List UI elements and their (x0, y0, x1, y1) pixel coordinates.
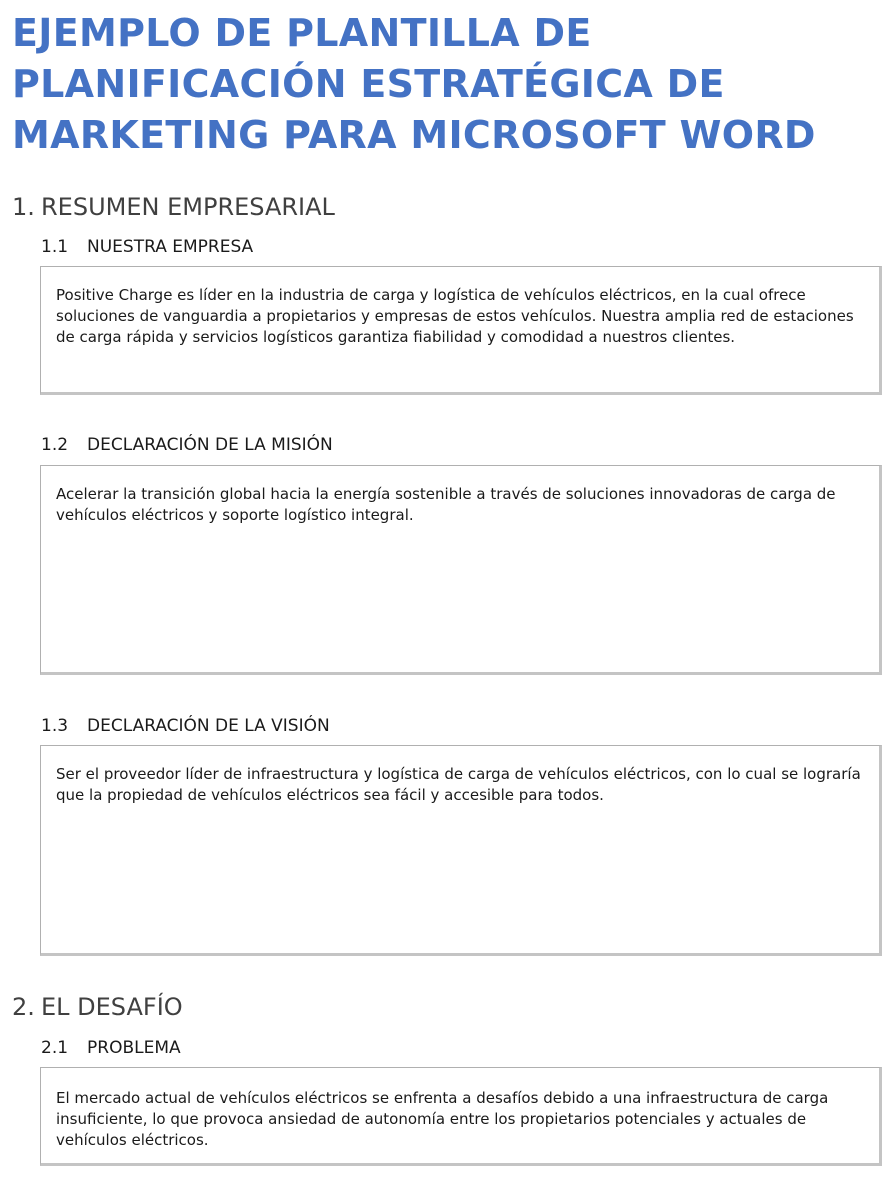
section-title: RESUMEN EMPRESARIAL (41, 193, 335, 221)
text-box-nuestra-empresa[interactable] (40, 266, 882, 395)
subsection-title: DECLARACIÓN DE LA MISIÓN (87, 435, 333, 455)
subsection-title: DECLARACIÓN DE LA VISIÓN (87, 716, 330, 736)
section-heading-resumen-empresarial (12, 193, 335, 221)
subsection-number: 1.1 (41, 237, 69, 257)
section-number: 2. (12, 993, 35, 1021)
text-box-content: Acelerar la transición global hacia la energía sostenible a través de soluciones innovadoras de carga de vehículos eléctricos y soporte logístico integral. (56, 485, 836, 524)
subsection-number: 2.1 (41, 1038, 69, 1058)
text-box-content: Positive Charge es líder en la industria de carga y logística de vehículos eléctricos, en la cual ofrece soluciones de vanguardia a propietarios y empresas de estos vehículos. Nuestra amplia red de estaciones de carga rápida y servicios logísticos garantiza fiabilidad y comodidad a nuestros clientes. (56, 286, 854, 346)
section-number: 1. (12, 193, 35, 221)
subsection-heading-mision (41, 435, 333, 455)
subsection-heading-nuestra-empresa (41, 237, 253, 257)
subsection-number: 1.3 (41, 716, 69, 736)
text-box-content: El mercado actual de vehículos eléctricos se enfrenta a desafíos debido a una infraestructura de carga insuficiente, lo que provoca ansiedad de autonomía entre los propietarios potenciales y actuales de vehículos eléctricos. (56, 1089, 829, 1149)
subsection-number: 1.2 (41, 435, 69, 455)
document-title: EJEMPLO DE PLANTILLA DE PLANIFICACIÓN ESTRATÉGICA DE MARKETING PARA MICROSOFT WORD (12, 11, 816, 157)
text-box-vision[interactable] (40, 745, 882, 956)
subsection-heading-problema (41, 1038, 181, 1058)
subsection-heading-vision (41, 716, 330, 736)
section-heading-el-desafio (12, 993, 183, 1021)
text-box-mision[interactable] (40, 465, 882, 675)
section-title: EL DESAFÍO (41, 993, 183, 1021)
text-box-content: Ser el proveedor líder de infraestructura y logística de carga de vehículos eléctricos, con lo cual se lograría que la propiedad de vehículos eléctricos sea fácil y accesible para todos. (56, 765, 861, 804)
text-box-problema[interactable] (40, 1067, 882, 1166)
subsection-title: PROBLEMA (87, 1038, 181, 1058)
subsection-title: NUESTRA EMPRESA (87, 237, 254, 257)
